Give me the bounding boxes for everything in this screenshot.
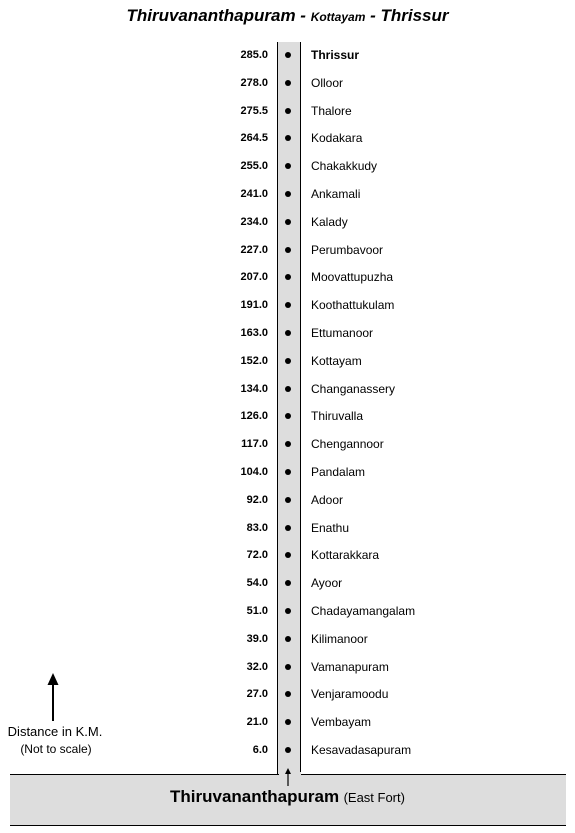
stop-distance: 83.0	[246, 521, 268, 534]
stop-name: Ettumanoor	[311, 326, 374, 340]
title-separator: -	[365, 6, 381, 25]
stop-distance: 152.0	[240, 354, 268, 367]
stop-name: Thalore	[311, 103, 352, 118]
stop-marker-icon	[285, 52, 291, 58]
stop-row	[0, 408, 575, 424]
stop-marker-icon	[285, 219, 291, 225]
stop-row	[0, 464, 575, 480]
stop-row	[0, 520, 575, 536]
stop-distance: 264.5	[240, 132, 268, 145]
stop-name: Pandalam	[311, 465, 366, 479]
stop-distance: 21.0	[246, 716, 268, 729]
stop-row	[0, 603, 575, 619]
up-arrow-icon	[46, 673, 60, 723]
origin-qualifier: (East Fort)	[343, 790, 405, 805]
stop-name: Chakakkudy	[311, 159, 378, 174]
stop-name: Kodakara	[311, 131, 363, 146]
stop-name: Thrissur	[311, 48, 360, 62]
stop-marker-icon	[285, 413, 291, 419]
stop-name: Vamanapuram	[311, 659, 389, 674]
stop-distance: 275.5	[240, 104, 268, 117]
stop-distance: 278.0	[240, 76, 268, 89]
stop-name: Vembayam	[311, 715, 372, 730]
stop-distance: 134.0	[240, 382, 268, 395]
stop-marker-icon	[285, 747, 291, 753]
title-origin: Thiruvananthapuram	[126, 6, 296, 25]
stop-row	[0, 47, 575, 63]
stop-marker-icon	[285, 664, 291, 670]
stop-marker-icon	[285, 469, 291, 475]
stop-marker-icon	[285, 636, 291, 642]
stop-distance: 241.0	[240, 188, 268, 200]
stop-name: Chengannoor	[311, 437, 384, 452]
stop-distance: 207.0	[240, 271, 268, 284]
stop-row	[0, 436, 575, 452]
stop-distance: 163.0	[240, 327, 268, 339]
stop-row	[0, 297, 575, 313]
stop-row	[0, 325, 575, 341]
stop-marker-icon	[285, 302, 291, 308]
stop-row	[0, 158, 575, 174]
stop-distance: 6.0	[252, 744, 268, 756]
stop-name: Enathu	[311, 520, 350, 535]
stop-marker-icon	[285, 358, 291, 364]
stop-row	[0, 214, 575, 230]
stop-name: Kottayam	[311, 353, 362, 368]
stop-name: Kottarakkara	[311, 548, 380, 563]
stop-marker-icon	[285, 191, 291, 197]
stop-row	[0, 492, 575, 508]
stop-marker-icon	[285, 719, 291, 725]
stop-name: Kesavadasapuram	[311, 743, 412, 757]
stop-marker-icon	[285, 386, 291, 392]
stop-marker-icon	[285, 691, 291, 697]
stop-marker-icon	[285, 247, 291, 253]
stop-distance: 285.0	[240, 49, 268, 61]
stop-row	[0, 242, 575, 258]
stop-name: Venjaramoodu	[311, 687, 389, 702]
stop-row	[0, 186, 575, 202]
origin-name: Thiruvananthapuram	[170, 787, 340, 806]
stop-marker-icon	[285, 497, 291, 503]
stop-row	[0, 103, 575, 119]
stop-row	[0, 575, 575, 591]
stop-marker-icon	[285, 580, 291, 586]
stop-distance: 191.0	[240, 299, 268, 312]
stop-marker-icon	[285, 80, 291, 86]
stop-name: Olloor	[311, 75, 344, 90]
stop-name: Adoor	[311, 492, 344, 507]
stop-row	[0, 269, 575, 285]
stop-name: Moovattupuzha	[311, 270, 394, 285]
stop-name: Koothattukulam	[311, 298, 395, 313]
stop-row	[0, 353, 575, 369]
stop-marker-icon	[285, 135, 291, 141]
stop-distance: 32.0	[246, 660, 268, 673]
stop-name: Kilimanoor	[311, 631, 368, 646]
stop-distance: 54.0	[246, 577, 268, 590]
stop-name: Ankamali	[311, 187, 361, 201]
stop-distance: 72.0	[246, 549, 268, 562]
stop-marker-icon	[285, 274, 291, 280]
stop-row	[0, 130, 575, 146]
stop-marker-icon	[285, 552, 291, 558]
stop-marker-icon	[285, 330, 291, 336]
stop-row	[0, 659, 575, 675]
title-via: Kottayam	[310, 10, 366, 24]
stop-name: Perumbavoor	[311, 242, 384, 257]
stop-row	[0, 686, 575, 702]
stop-distance: 104.0	[240, 466, 268, 478]
stop-name: Kalady	[311, 214, 348, 229]
stop-name: Thiruvalla	[311, 409, 364, 424]
stop-distance: 117.0	[241, 438, 268, 451]
stop-marker-icon	[285, 441, 291, 447]
stop-distance: 255.0	[240, 160, 268, 173]
stop-row	[0, 547, 575, 563]
stop-marker-icon	[285, 163, 291, 169]
stop-marker-icon	[285, 608, 291, 614]
stop-distance: 227.0	[240, 243, 268, 256]
stop-distance: 39.0	[246, 632, 268, 645]
title-separator: -	[295, 6, 311, 25]
stop-name: Chadayamangalam	[311, 604, 416, 618]
stop-row	[0, 631, 575, 647]
stop-distance: 27.0	[246, 688, 268, 701]
stop-name: Ayoor	[311, 576, 343, 591]
stop-row	[0, 75, 575, 91]
stop-marker-icon	[285, 525, 291, 531]
legend-scale-note: (Not to scale)	[20, 742, 92, 756]
legend-distance-label: Distance in K.M.	[7, 724, 103, 739]
stop-distance: 51.0	[246, 605, 268, 617]
stop-distance: 234.0	[240, 215, 268, 228]
stop-distance: 92.0	[246, 493, 268, 506]
stop-distance: 126.0	[240, 410, 268, 423]
stop-name: Changanassery	[311, 381, 396, 396]
stop-row	[0, 381, 575, 397]
stop-marker-icon	[285, 108, 291, 114]
title-destination: Thrissur	[380, 6, 449, 25]
